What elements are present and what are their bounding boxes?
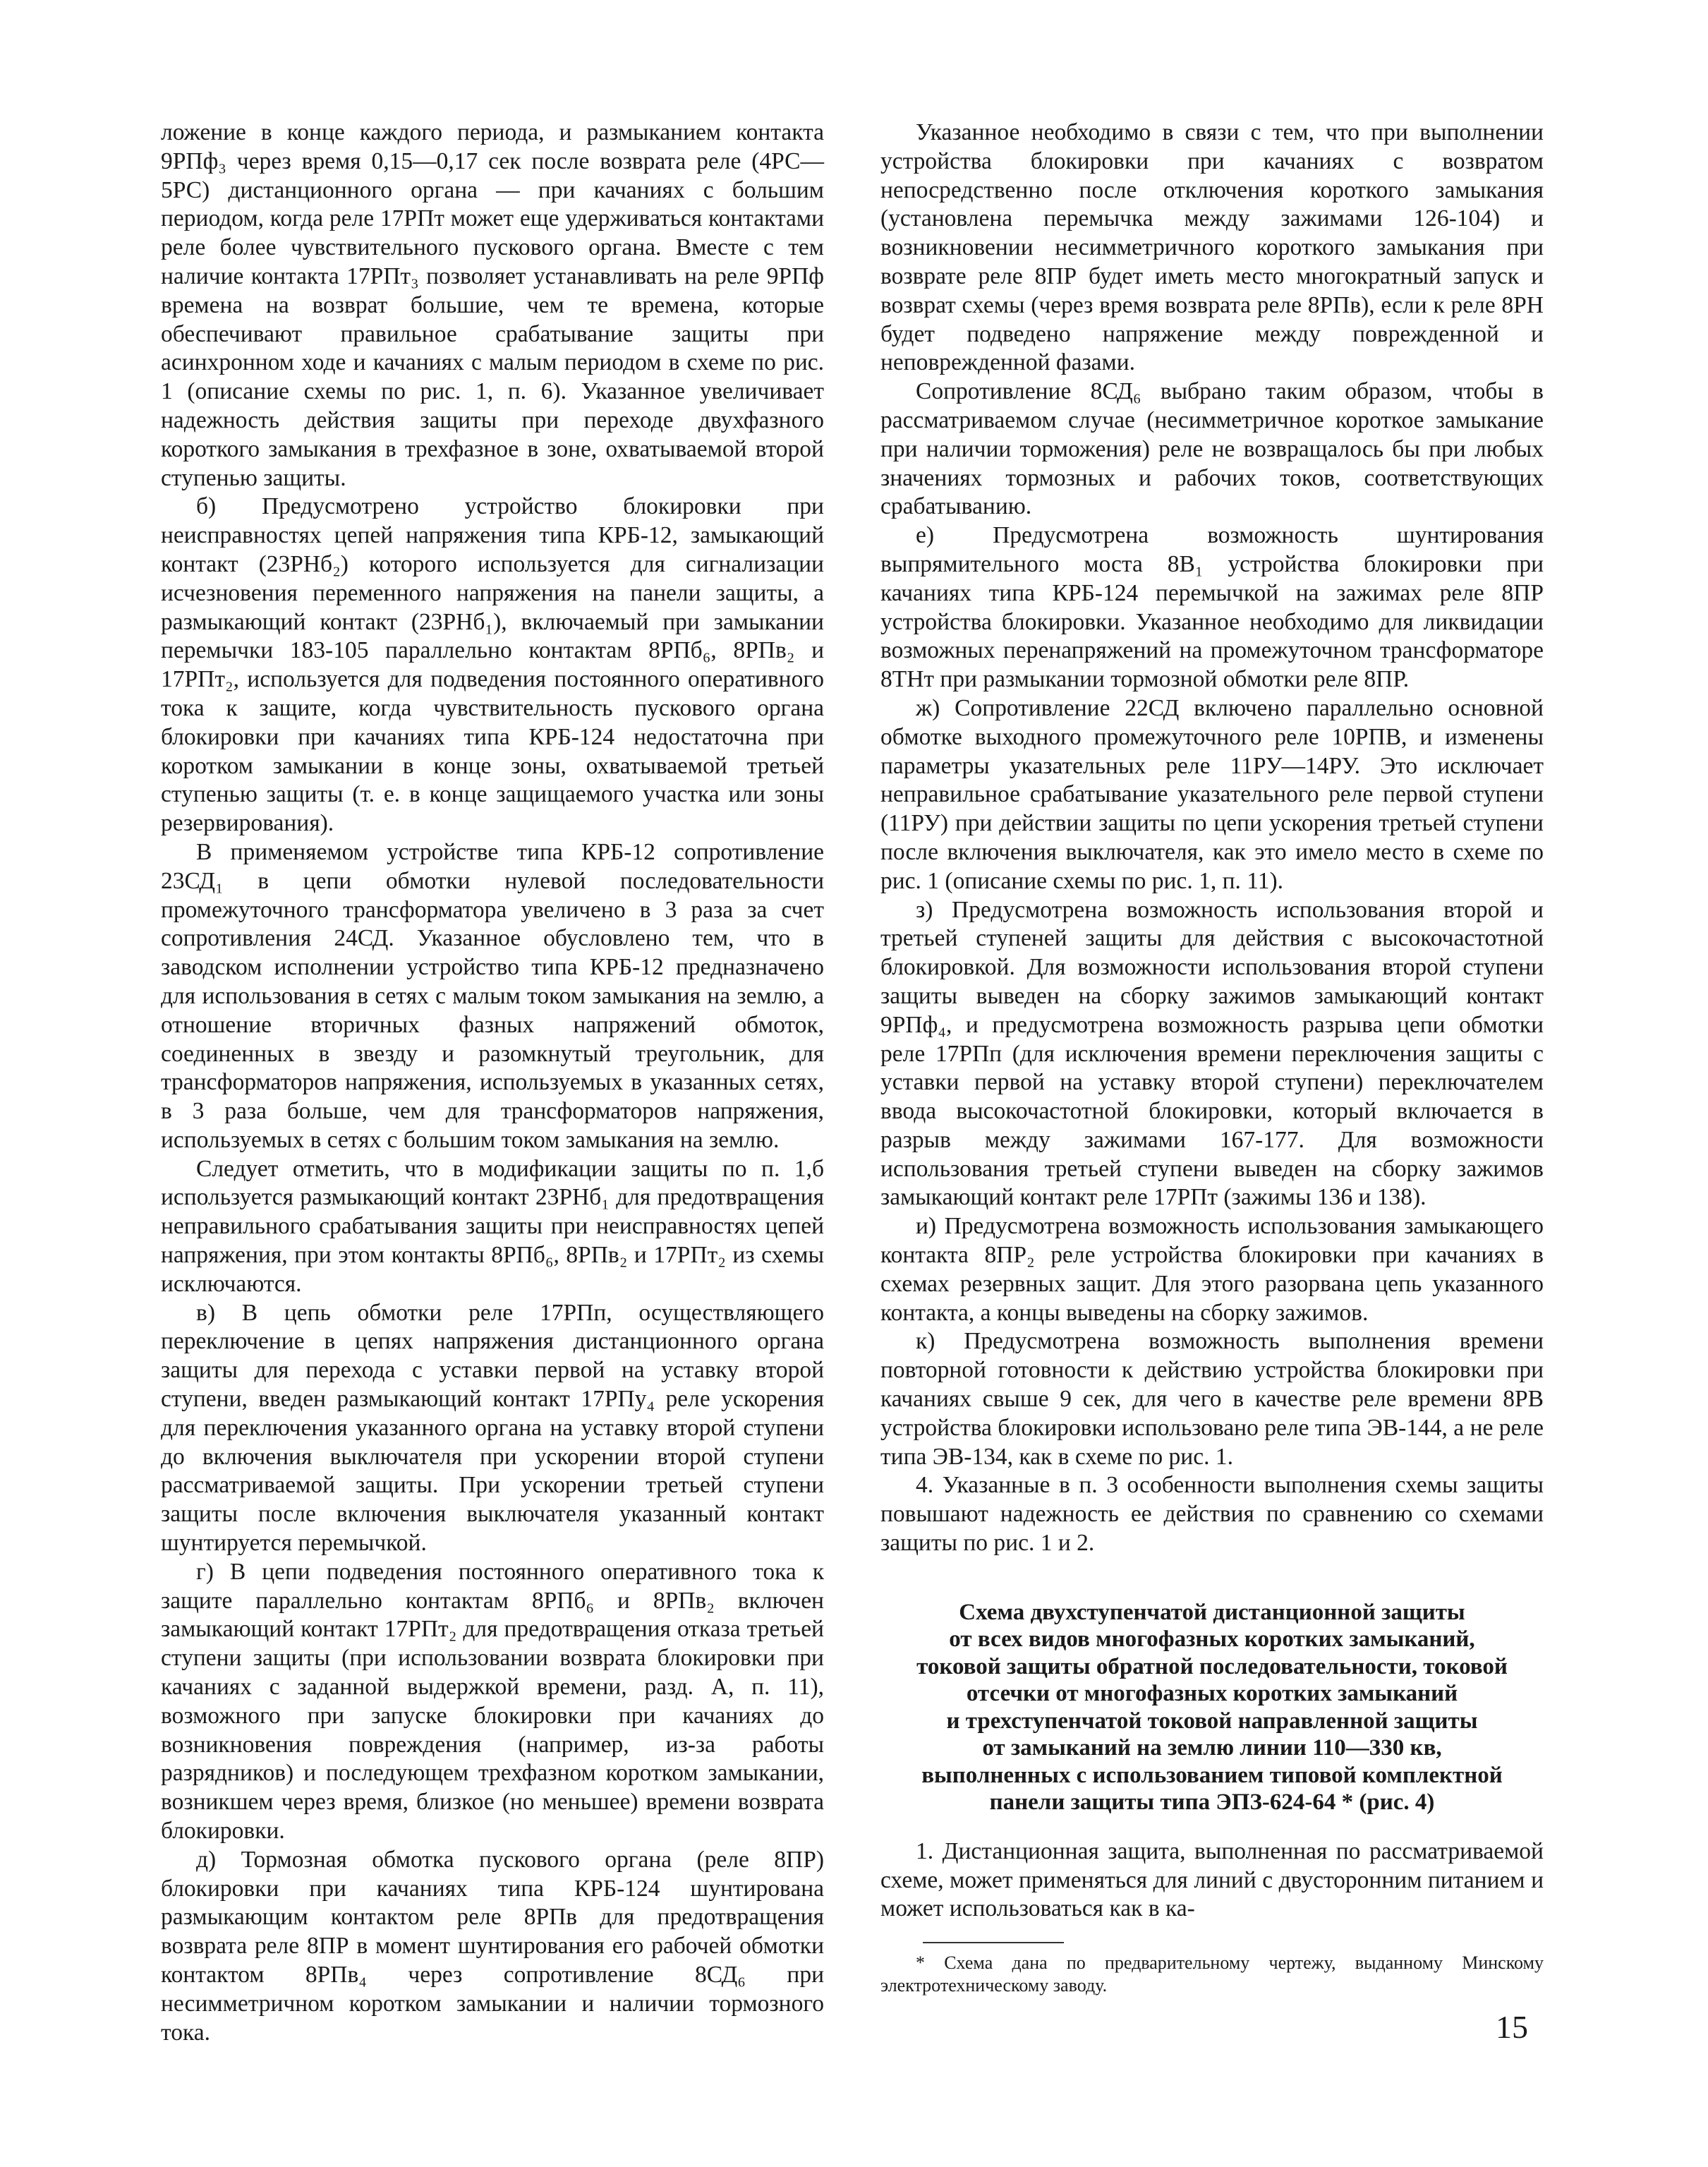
paragraph: д) Тормозная обмотка пускового органа (реле 8ПР) блокировки при качаниях типа КРБ-124 шунтирована размыкающим контактом реле 8РПв для предотвращения возврата реле 8ПР в момент шунтирования его рабочей обмотки контактом 8РПв₄ через сопротивление 8СД₆ при несимметричном коротком замыкании и наличии тормозного тока. <box>161 1846 824 2046</box>
paragraph: е) Предусмотрена возможность шунтирования выпрямительного моста 8В₁ устройства блокировки при качаниях типа КРБ-124 перемычкой на зажимах реле 8ПР устройства блокировки. Указанное необходимо для ликвидации возможных перенапряжений на промежуточном трансформаторе 8ТНт при размыкании тормозной обмотки реле 8ПР. <box>880 522 1544 693</box>
paragraph: 4. Указанные в п. 3 особенности выполнения схемы защиты повышают надежность ее действия по сравнению со схемами защиты по рис. 1 и 2. <box>880 1472 1544 1557</box>
paragraph: Сопротивление 8СД₆ выбрано таким образом, чтобы в рассматриваемом случае (несимметричное короткое замыкание при наличии торможения) реле не возвращалось бы при любых значениях тормозных и рабочих токов, соответствующих срабатыванию. <box>880 378 1544 520</box>
paragraph: в) В цепь обмотки реле 17РПп, осуществляющего переключение в цепях напряжения дистанционного органа защиты для перехода с уставки первой на уставку второй ступени, введен размыкающий контакт 17РПу₄ реле ускорения для переключения указанного органа на уставку второй ступени до включения выключателя при ускорении второй ступени рассматриваемой защиты. При ускорении третьей ступени защиты после включения выключателя указанный контакт шунтируется перемычкой. <box>161 1299 824 1557</box>
paragraph: з) Предусмотрена возможность использования второй и третьей ступеней защиты для действия с высокочастотной блокировкой. Для возможности использования второй ступени защиты выведен на сборку зажимов замыкающий контакт 9РПф₄, и предусмотрена возможность разрыва цепи обмотки реле 17РПп (для исключения времени переключения защиты с уставки первой на уставку второй ступени) переключателем ввода высокочастотной блокировки, который включается в разрыв между зажимами 167-177. Для возможности использования третьей ступени выведен на сборку зажимов замыкающий контакт реле 17РПт (зажимы 136 и 138). <box>880 896 1544 1211</box>
footnote: * Схема дана по предварительному чертежу, выданному Минскому электротехническому заводу. <box>880 1952 1544 1996</box>
page-number: 15 <box>1496 2009 1528 2045</box>
paragraph: Следует отметить, что в модификации защиты по п. 1,б используется размыкающий контакт 23РНб₁ для предотвращения неправильного срабатывания защиты при неисправностях цепей напряжения, при этом контакты 8РПб₆, 8РПв₂ и 17РПт₂ из схемы исключаются. <box>161 1155 824 1297</box>
left-column <box>161 119 824 2047</box>
heading-line: отсечки от многофазных коротких замыканий <box>966 1681 1458 1707</box>
heading-line: панели защиты типа ЭПЗ-624-64 * (рис. 4) <box>989 1789 1435 1816</box>
paragraph: В применяемом устройстве типа КРБ-12 сопротивление 23СД₁ в цепи обмотки нулевой последовательности промежуточного трансформатора увеличено в 3 раза за счет сопротивления 24СД. Указанное обусловлено тем, что в заводском исполнении устройство типа КРБ-12 предназначено для использования в сетях с малым током замыкания на землю, а отношение вторичных фазных напряжений обмоток, соединенных в звезду и разомкнутый треугольник, для трансформаторов напряжения, используемых в указанных сетях, в 3 раза больше, чем для трансформаторов напряжения, используемых в сетях с большим током замыкания на землю. <box>161 838 824 1153</box>
paragraph: г) В цепи подведения постоянного оперативного тока к защите параллельно контактам 8РПб₆ и 8РПв₂ включен замыкающий контакт 17РПт₂ для предотвращения отказа третьей ступени защиты (при использовании возврата блокировки при качаниях с заданной выдержкой времени, разд. А, п. 11), возможного при запуске блокировки при качаниях до возникновения повреждения (например, из-за работы разрядников) и последующем трехфазном коротком замыкании, возникшем через время, близкое (но меньшее) времени возврата блокировки. <box>161 1558 824 1845</box>
heading-line: и трехступенчатой токовой направленной защиты <box>946 1708 1478 1734</box>
section-heading <box>880 1599 1544 1816</box>
heading-line: Схема двухступенчатой дистанционной защиты <box>959 1599 1465 1625</box>
heading-line: токовой защиты обратной последовательности, токовой <box>916 1653 1508 1679</box>
heading-line: выполненных с использованием типовой комплектной <box>921 1762 1503 1788</box>
paragraph: б) Предусмотрено устройство блокировки при неисправностях цепей напряжения типа КРБ-12, замыкающий контакт (23РНб₂) которого используется для сигнализации исчезновения переменного напряжения на панели защиты, а размыкающий контакт (23РНб₁), включаемый при замыкании перемычки 183-105 параллельно контактам 8РПб₆, 8РПв₂ и 17РПт₂, используется для подведения постоянного оперативного тока к защите, когда чувствительность пускового органа блокировки при качаниях типа КРБ-124 недостаточна при коротком замыкании в конце зоны, охватываемой третьей ступенью защиты (т. е. в конце защищаемого участка или зоны резервирования). <box>161 493 824 837</box>
right-column <box>880 119 1544 1997</box>
paragraph: ж) Сопротивление 22СД включено параллельно основной обмотке выходного промежуточного реле 10РПВ, и изменены параметры указательных реле 11РУ—14РУ. Это исключает неправильное срабатывание указательного реле первой ступени (11РУ) при действии защиты по цепи ускорения третьей ступени после включения выключателя, как это имело место в схеме по рис. 1 (описание схемы по рис. 1, п. 11). <box>880 694 1544 894</box>
heading-line: от замыканий на землю линии 110—330 кв, <box>982 1735 1442 1761</box>
paragraph: Указанное необходимо в связи с тем, что при выполнении устройства блокировки при качаниях с возвратом непосредственно после отключения короткого замыкания (установлена перемычка между зажимами 126-104) и возникновении несимметричного короткого замыкания при возврате реле 8ПР будет иметь место многократный запуск и возврат схемы (через время возврата реле 8РПв), если к реле 8РН будет подведено напряжение между поврежденной и неповрежденной фазами. <box>880 119 1544 376</box>
paragraph: 1. Дистанционная защита, выполненная по рассматриваемой схеме, может применяться для линий с двусторонним питанием и может использоваться как в ка- <box>880 1837 1544 1922</box>
heading-line: от всех видов многофазных коротких замыканий, <box>949 1626 1475 1653</box>
paragraph: к) Предусмотрена возможность выполнения времени повторной готовности к действию устройства блокировки при качаниях свыше 9 сек, для чего в качестве реле времени 8РВ устройства блокировки использовано реле типа ЭВ-144, а не реле типа ЭВ-134, как в схеме по рис. 1. <box>880 1328 1544 1470</box>
paragraph: ложение в конце каждого периода, и размыканием контакта 9РПф₃ через время 0,15—0,17 сек после возврата реле (4РС—5РС) дистанционного органа — при качаниях с большим периодом, когда реле 17РПт может еще удерживаться контактами реле более чувствительного пускового органа. Вместе с тем наличие контакта 17РПт₃ позволяет устанавливать на реле 9РПф времена на возврат большие, чем те времена, которые обеспечивают правильное срабатывание защиты при асинхронном ходе и качаниях с малым периодом в схеме по рис. 1 (описание схемы по рис. 1, п. 6). Указанное увеличивает надежность действия защиты при переходе двухфазного короткого замыкания в трехфазное в зоне, охватываемой второй ступенью защиты. <box>161 119 824 491</box>
footnote-divider <box>923 1942 1064 1943</box>
paragraph: и) Предусмотрена возможность использования замыкающего контакта 8ПР₂ реле устройства блокировки при качаниях в схемах резервных защит. Для этого разорвана цепь указанного контакта, а концы выведены на сборку зажимов. <box>880 1213 1544 1326</box>
